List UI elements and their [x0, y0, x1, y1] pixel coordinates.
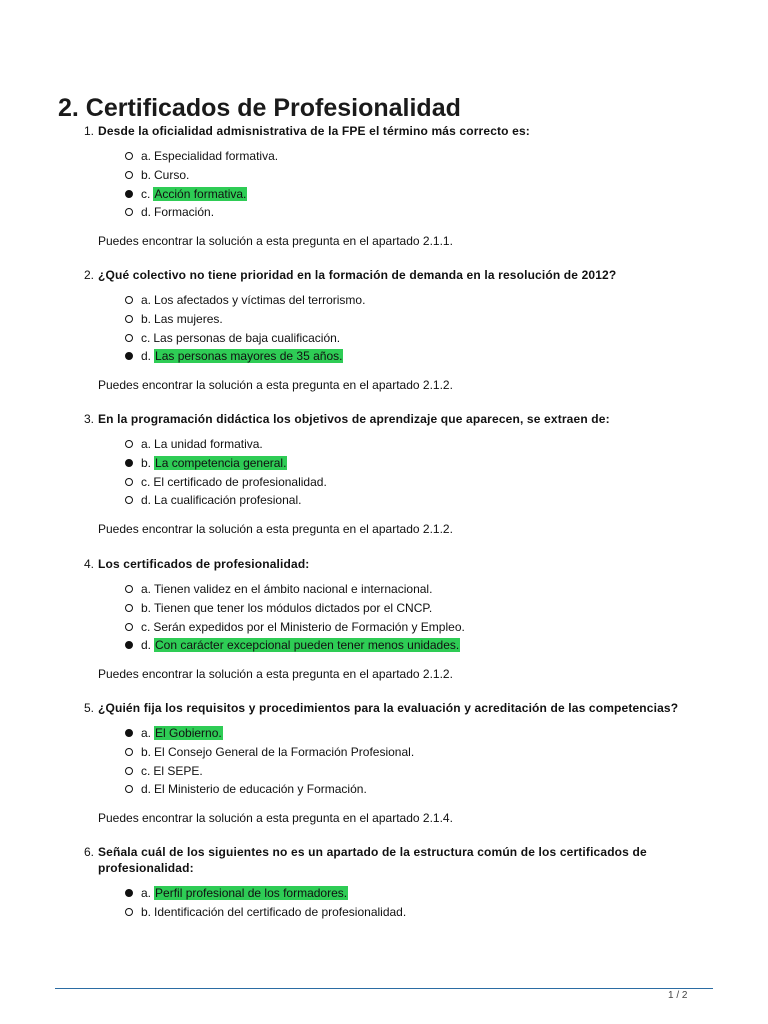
option-b[interactable]: [125, 310, 365, 329]
radio-unchecked-icon: [125, 785, 133, 793]
option-c[interactable]: [125, 328, 365, 347]
option-c[interactable]: [125, 761, 414, 780]
option-letter: b.: [141, 905, 152, 920]
option-text: El certificado de profesionalidad.: [153, 474, 327, 489]
option-b[interactable]: [125, 166, 278, 185]
page-number: 1 / 2: [668, 990, 688, 1001]
question-number: 5.: [84, 701, 95, 715]
radio-unchecked-icon: [125, 623, 133, 631]
question-text: Desde la oficialidad admisnistrativa de la FPE el término más correcto es:: [98, 124, 530, 138]
options-list: [125, 435, 327, 510]
question-header: [84, 123, 724, 139]
option-text: Curso.: [154, 168, 190, 183]
radio-unchecked-icon: [125, 296, 133, 304]
radio-unchecked-icon: [125, 767, 133, 775]
option-c[interactable]: [125, 617, 465, 636]
correct-answer-text: La competencia general.: [155, 456, 287, 471]
question-text: ¿Qué colectivo no tiene prioridad en la formación de demanda en la resolución de 2012?: [98, 268, 617, 282]
solution-note: Puedes encontrar la solución a esta pregunta en el apartado 2.1.2.: [98, 378, 453, 392]
radio-checked-icon: [125, 729, 133, 737]
radio-unchecked-icon: [125, 315, 133, 323]
footer-divider: [55, 988, 713, 989]
option-letter: d.: [141, 205, 152, 220]
question-header: [84, 844, 724, 876]
option-letter: a.: [141, 437, 152, 452]
radio-unchecked-icon: [125, 171, 133, 179]
radio-unchecked-icon: [125, 478, 133, 486]
correct-answer-text: Las personas mayores de 35 años.: [155, 349, 343, 364]
radio-checked-icon: [125, 190, 133, 198]
radio-unchecked-icon: [125, 604, 133, 612]
option-letter: d.: [141, 782, 152, 797]
option-text: La cualificación profesional.: [154, 493, 302, 508]
radio-unchecked-icon: [125, 908, 133, 916]
question-4: [84, 556, 724, 681]
question-header: [84, 700, 724, 716]
radio-unchecked-icon: [125, 208, 133, 216]
option-letter: b.: [141, 601, 152, 616]
question-text: ¿Quién fija los requisitos y procedimientos para la evaluación y acreditación de las competencias?: [98, 701, 679, 715]
option-text: Las mujeres.: [154, 312, 223, 327]
option-letter: a.: [141, 149, 152, 164]
radio-checked-icon: [125, 641, 133, 649]
option-letter: a.: [141, 582, 152, 597]
option-d[interactable]: [125, 347, 365, 366]
question-6: [84, 844, 724, 920]
option-letter: b.: [141, 456, 152, 471]
option-text: Las personas de baja cualificación.: [153, 330, 341, 345]
option-text: Serán expedidos por el Ministerio de Formación y Empleo.: [153, 619, 465, 634]
option-letter: c.: [141, 330, 151, 345]
radio-unchecked-icon: [125, 152, 133, 160]
question-text: Los certificados de profesionalidad:: [98, 557, 310, 571]
solution-note: Puedes encontrar la solución a esta pregunta en el apartado 2.1.1.: [98, 234, 453, 248]
correct-answer-text: Perfil profesional de los formadores.: [155, 886, 348, 901]
option-a[interactable]: [125, 435, 327, 454]
option-letter: d.: [141, 493, 152, 508]
option-text: Identificación del certificado de profesionalidad.: [154, 905, 407, 920]
question-3: [84, 411, 724, 536]
question-2: [84, 267, 724, 392]
option-letter: c.: [141, 619, 151, 634]
solution-note: Puedes encontrar la solución a esta pregunta en el apartado 2.1.2.: [98, 522, 453, 536]
radio-unchecked-icon: [125, 748, 133, 756]
page-title: 2. Certificados de Profesionalidad: [58, 94, 461, 122]
question-number: 1.: [84, 124, 95, 138]
option-letter: d.: [141, 349, 152, 364]
option-letter: b.: [141, 312, 152, 327]
option-a[interactable]: [125, 884, 406, 903]
options-list: [125, 580, 465, 655]
option-text: El SEPE.: [153, 763, 203, 778]
question-number: 2.: [84, 268, 95, 282]
question-1: [84, 123, 724, 248]
option-text: Tienen que tener los módulos dictados por el CNCP.: [154, 601, 433, 616]
radio-unchecked-icon: [125, 496, 133, 504]
question-text: Señala cuál de los siguientes no es un apartado de la estructura común de los certificados de profesionalidad:: [98, 845, 647, 875]
option-letter: a.: [141, 726, 152, 741]
option-b[interactable]: [125, 454, 327, 473]
question-number: 3.: [84, 412, 95, 426]
radio-checked-icon: [125, 352, 133, 360]
option-text: La unidad formativa.: [154, 437, 263, 452]
question-number: 4.: [84, 557, 95, 571]
correct-answer-text: Con carácter excepcional pueden tener menos unidades.: [155, 638, 460, 653]
options-list: [125, 291, 365, 366]
option-letter: a.: [141, 293, 152, 308]
option-letter: c.: [141, 474, 151, 489]
option-a[interactable]: [125, 580, 465, 599]
correct-answer-text: El Gobierno.: [155, 726, 222, 741]
solution-note: Puedes encontrar la solución a esta pregunta en el apartado 2.1.2.: [98, 667, 453, 681]
option-letter: b.: [141, 168, 152, 183]
option-b[interactable]: [125, 903, 406, 922]
option-text: Los afectados y víctimas del terrorismo.: [154, 293, 366, 308]
option-text: Formación.: [154, 205, 215, 220]
radio-checked-icon: [125, 889, 133, 897]
options-list: [125, 884, 406, 921]
option-text: El Consejo General de la Formación Profesional.: [154, 745, 415, 760]
option-a[interactable]: [125, 147, 278, 166]
option-text: Especialidad formativa.: [154, 149, 279, 164]
question-5: [84, 700, 724, 825]
option-letter: b.: [141, 745, 152, 760]
option-letter: c.: [141, 763, 151, 778]
question-header: [84, 267, 724, 283]
solution-note: Puedes encontrar la solución a esta pregunta en el apartado 2.1.4.: [98, 811, 453, 825]
option-d[interactable]: [125, 203, 278, 222]
option-d[interactable]: [125, 491, 327, 510]
option-c[interactable]: [125, 472, 327, 491]
question-number: 6.: [84, 845, 95, 859]
option-letter: a.: [141, 886, 152, 901]
options-list: [125, 724, 414, 799]
option-a[interactable]: [125, 724, 414, 743]
correct-answer-text: Acción formativa.: [154, 186, 247, 201]
question-text: En la programación didáctica los objetivos de aprendizaje que aparecen, se extraen de:: [98, 412, 610, 426]
radio-unchecked-icon: [125, 440, 133, 448]
option-letter: c.: [141, 186, 151, 201]
option-text: Tienen validez en el ámbito nacional e internacional.: [154, 582, 433, 597]
radio-checked-icon: [125, 459, 133, 467]
option-b[interactable]: [125, 599, 465, 618]
options-list: [125, 147, 278, 222]
option-letter: d.: [141, 638, 152, 653]
option-text: El Ministerio de educación y Formación.: [154, 782, 367, 797]
radio-unchecked-icon: [125, 334, 133, 342]
option-c[interactable]: [125, 184, 278, 203]
question-header: [84, 556, 724, 572]
radio-unchecked-icon: [125, 585, 133, 593]
option-d[interactable]: [125, 780, 414, 799]
option-a[interactable]: [125, 291, 365, 310]
option-d[interactable]: [125, 636, 465, 655]
option-b[interactable]: [125, 743, 414, 762]
question-header: [84, 411, 724, 427]
